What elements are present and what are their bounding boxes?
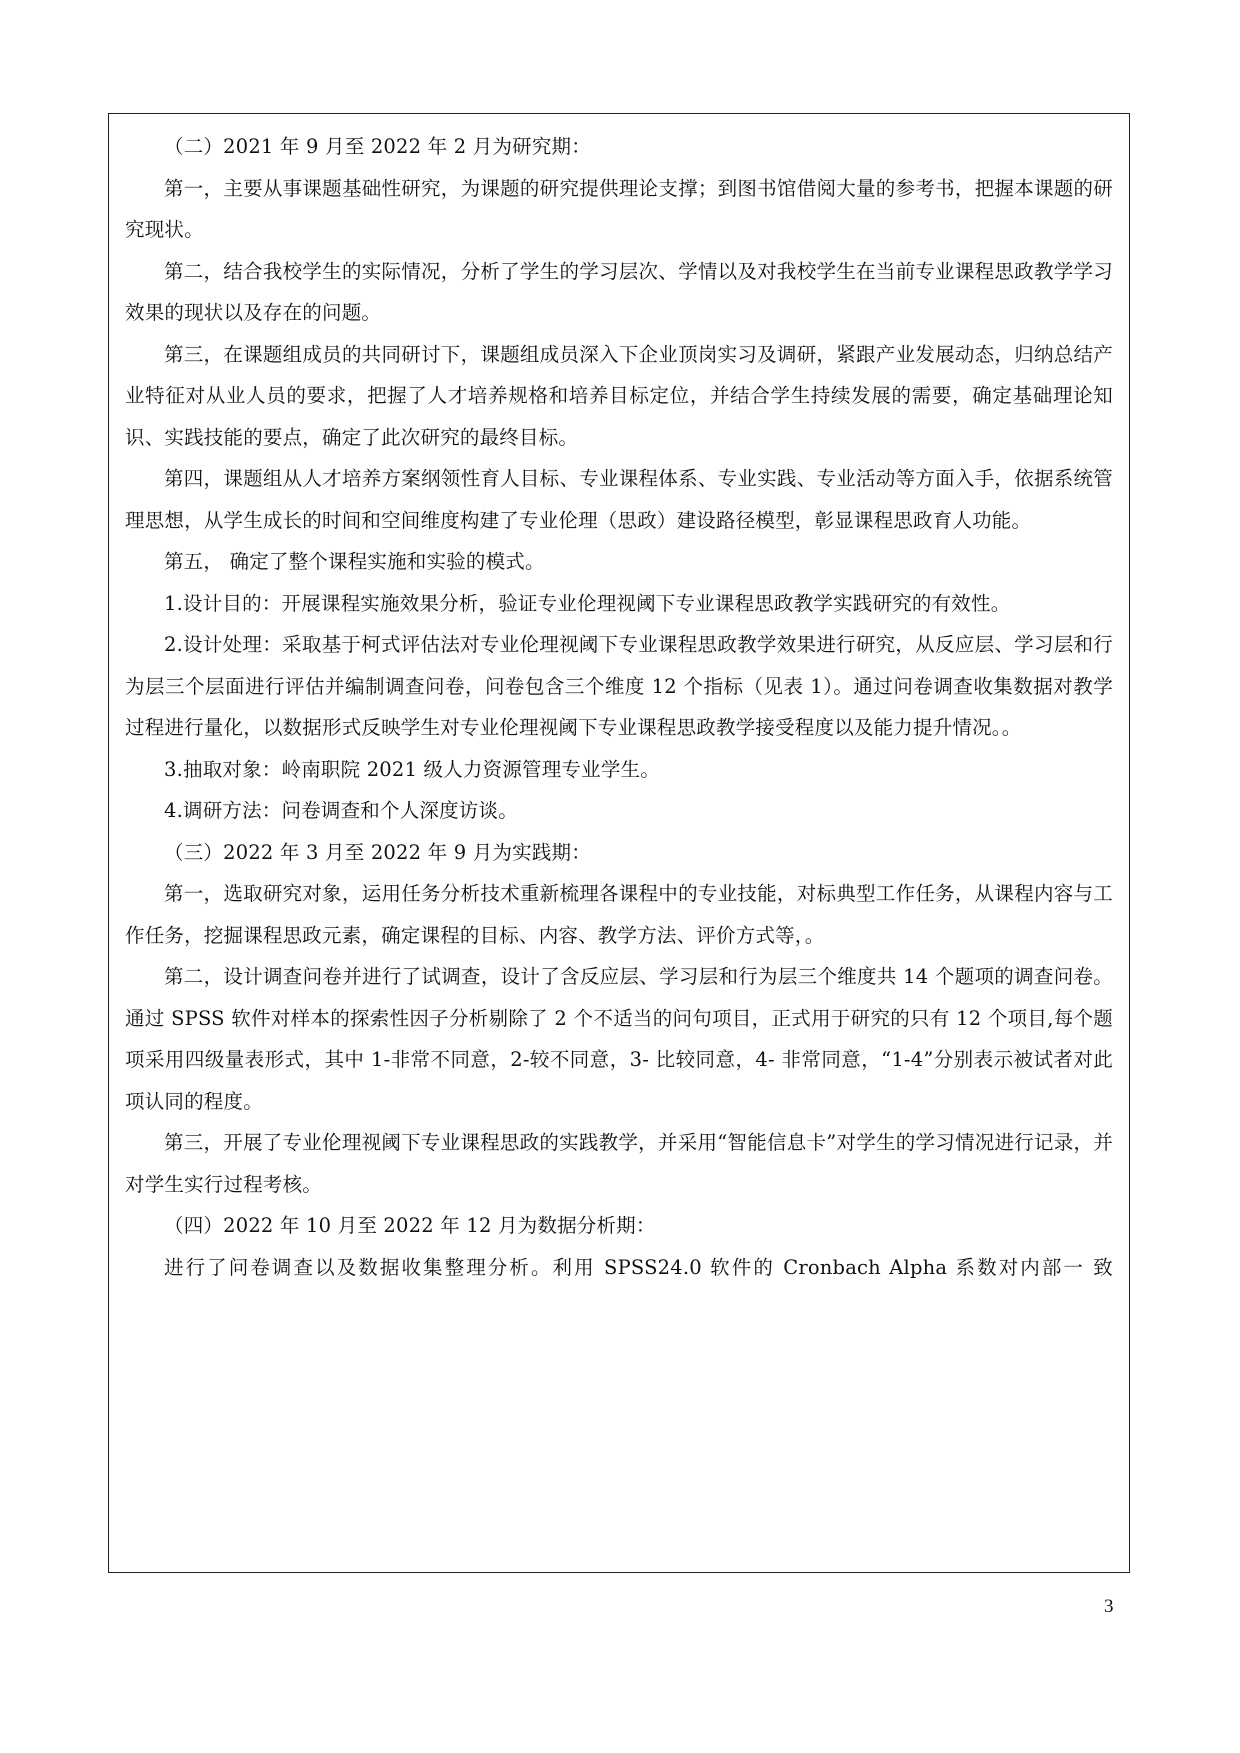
paragraph: 第二，设计调查问卷并进行了试调查，设计了含反应层、学习层和行为层三个维度共 14 个题项的调查问卷。通过 SPSS 软件对样本的探索性因子分析剔除了 2 个不适当的问句项目，正式用于研究的只有 12 个项目,每个题项采用四级量表形式，其中 1-非常不同意，2-较不同意，3- 比较同意，4- 非常同意，“1-4”分别表示被试者对此项认同的程度。 (125, 965, 1113, 1113)
list-item: 3.抽取对象：岭南职院 2021 级人力资源管理专业学生。 (164, 757, 660, 781)
section-heading-research-period: （二）2021 年 9 月至 2022 年 2 月为研究期： (164, 135, 591, 158)
list-item: 4.调研方法：问卷调查和个人深度访谈。 (164, 799, 518, 822)
paragraph: 第一，选取研究对象，运用任务分析技术重新梳理各课程中的专业技能，对标典型工作任务，从课程内容与工作任务，挖掘课程思政元素，确定课程的目标、内容、教学方法、评价方式等，。 (125, 882, 1113, 947)
section-heading-practice-period: （三）2022 年 3 月至 2022 年 9 月为实践期： (164, 840, 591, 864)
content-frame (108, 113, 1130, 1573)
paragraph: 第一，主要从事课题基础性研究，为课题的研究提供理论支撑；到图书馆借阅大量的参考书，把握本课题的研究现状。 (125, 176, 1113, 241)
paragraph: 第四，课题组从人才培养方案纲领性育人目标、专业课程体系、专业实践、专业活动等方面入手，依据系统管理思想，从学生成长的时间和空间维度构建了专业伦理（思政）建设路径模型，彰显课程思政育人功能。 (125, 467, 1113, 532)
list-item: 1.设计目的：开展课程实施效果分析，验证专业伦理视阈下专业课程思政教学实践研究的有效性。 (164, 591, 1011, 615)
paragraph: 第二，结合我校学生的实际情况，分析了学生的学习层次、学情以及对我校学生在当前专业课程思政教学学习效果的现状以及存在的问题。 (125, 259, 1113, 324)
paragraph: 第五， 确定了整个课程实施和实验的模式。 (164, 550, 545, 573)
paragraph: 第三，开展了专业伦理视阈下专业课程思政的实践教学，并采用“智能信息卡”对学生的学习情况进行记录，并对学生实行过程考核。 (125, 1131, 1113, 1196)
section-heading-analysis-period: （四）2022 年 10 月至 2022 年 12 月为数据分析期： (164, 1214, 656, 1237)
list-item: 2.设计处理：采取基于柯式评估法对专业伦理视阈下专业课程思政教学效果进行研究，从反应层、学习层和行为层三个层面进行评估并编制调查问卷，问卷包含三个维度 12 个指标（见表 1）。通过问卷调查收集数据对教学过程进行量化，以数据形式反映学生对专业伦理视阈下专业课程思政教学接受程度以及能力提升情况。。 (125, 633, 1113, 739)
paragraph: 进行了问卷调查以及数据收集整理分析。利用 SPSS24.0 软件的 Cronbach Alpha 系数对内部一 致 (164, 1255, 1113, 1279)
page-number: 3 (1104, 1596, 1114, 1617)
paragraph: 第三，在课题组成员的共同研讨下，课题组成员深入下企业顶岗实习及调研，紧跟产业发展动态，归纳总结产业特征对从业人员的要求，把握了人才培养规格和培养目标定位，并结合学生持续发展的需要，确定基础理论知识、实践技能的要点，确定了此次研究的最终目标。 (125, 342, 1113, 449)
